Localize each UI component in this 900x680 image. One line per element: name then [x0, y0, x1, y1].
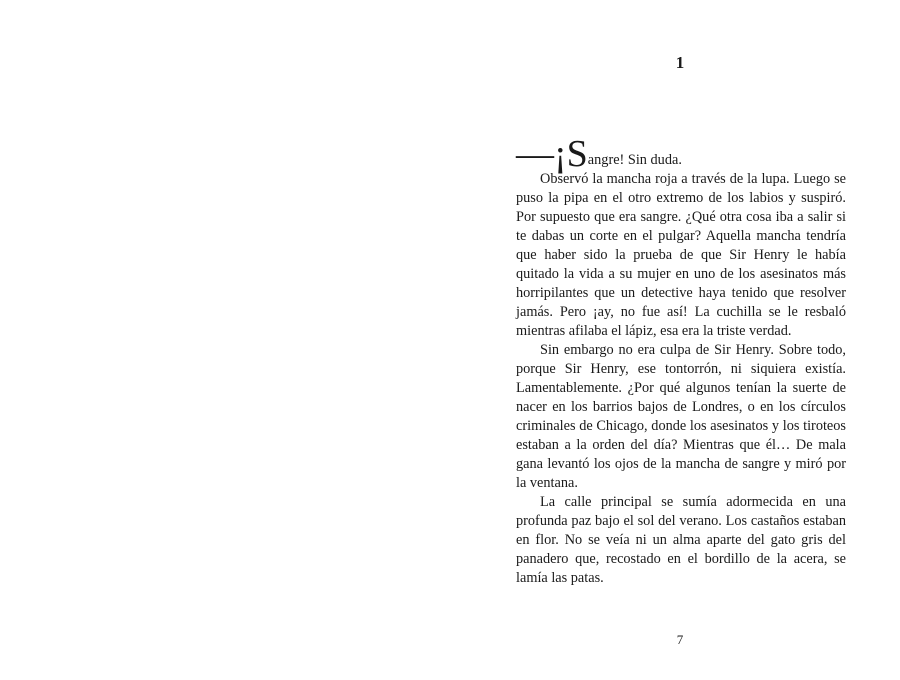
paragraph-1: Observó la mancha roja a través de la lupa. Luego se puso la pipa en el otro extremo de los labios y suspiró. Por supuesto que era sangre. ¿Qué otra cosa iba a salir si te dabas un corte en el pulgar? Aquella mancha tendría que haber sido la prueba de que Sir Henry le había quitado la vida a su mujer en uno de los asesinatos más horripilantes que un detective haya tenido que resolver jamás. Pero ¡ay, no fue así! La cuchilla se le resbaló mientras afilaba el lápiz, esa era la triste verdad.	[516, 171, 846, 339]
paragraph-3: La calle principal se sumía adormecida en una profunda paz bajo el sol del verano. Los castaños estaban en flor. No se veía ni un alma aparte del gato gris del panadero que, recostado en el bordillo de la acera, se lamía las patas.	[516, 494, 846, 586]
chapter-number: 1	[675, 53, 685, 72]
chapter-text	[516, 133, 846, 588]
drop-cap: S	[566, 133, 588, 175]
opening-line	[516, 133, 846, 175]
opening-text: angre! Sin duda.	[587, 152, 682, 168]
paragraph-2: Sin embargo no era culpa de Sir Henry. Sobre todo, porque Sir Henry, ese tontorrón, ni siquiera existía. Lamentablemente. ¿Por qué algunos tenían la suerte de nacer en los barrios bajos de Londres, o en los círculos criminales de Chicago, donde los asesinatos y los tiroteos estaban a la orden del día? Mientras que él… De mala gana levantó los ojos de la mancha de sangre y miró por la ventana.	[516, 342, 846, 491]
page-number: 7	[676, 632, 684, 647]
opening-dash: —	[516, 133, 554, 175]
opening-exclamation: ¡	[554, 133, 567, 175]
